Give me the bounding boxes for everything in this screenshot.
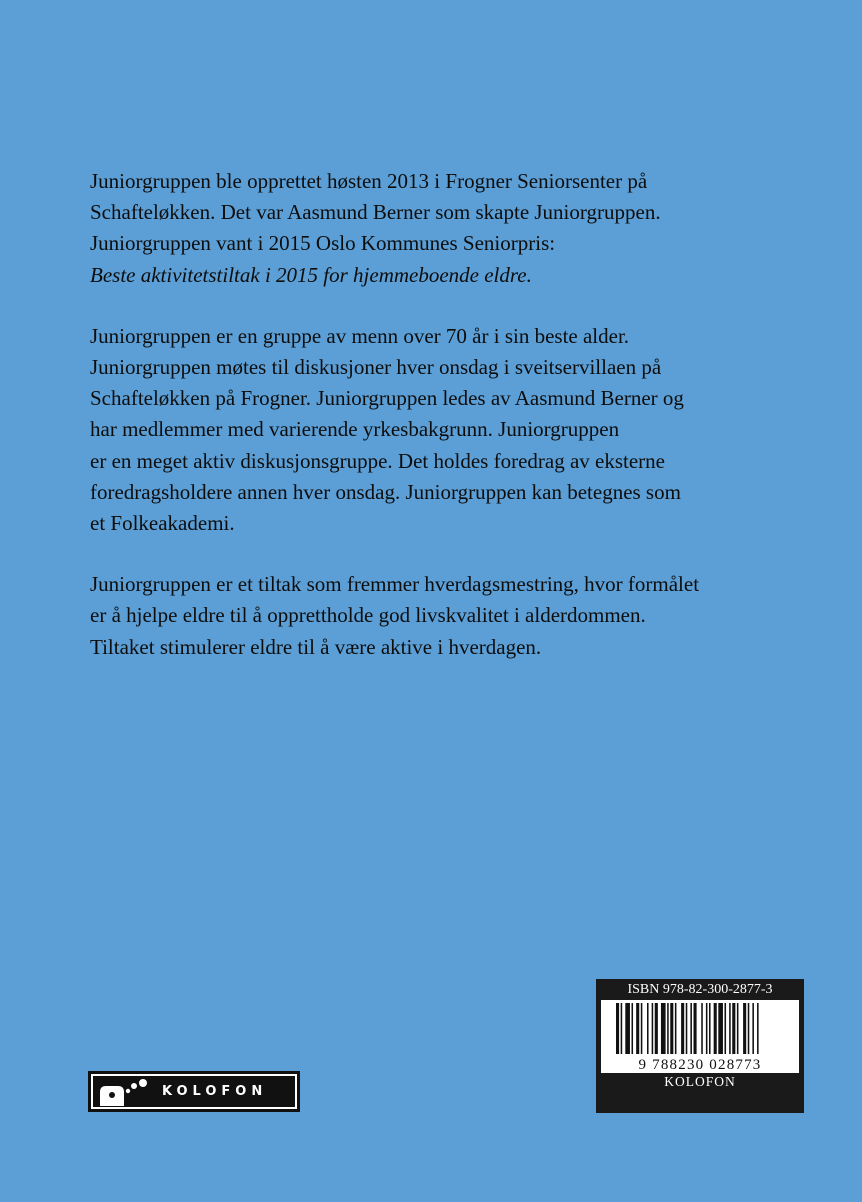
barcode <box>601 1000 799 1073</box>
text-line: foredragsholdere annen hver onsdag. Juniorgruppen kan betegnes som <box>90 479 681 504</box>
award-title: Beste aktivitetstiltak i 2015 for hjemmeboende eldre. <box>90 262 532 287</box>
text-line: Tiltaket stimulerer eldre til å være aktive i hverdagen. <box>90 634 542 659</box>
text-line: Juniorgruppen er et tiltak som fremmer hverdagsmestring, hvor formålet <box>90 572 700 597</box>
isbn-number: ISBN 978-82-300-2877-3 <box>627 982 773 997</box>
barcode-digits: 9 788230 028773 <box>638 1057 762 1073</box>
paragraph-1 <box>90 166 790 291</box>
logo-text: KOLOFON <box>162 1084 268 1099</box>
isbn-box <box>596 979 804 1113</box>
text-line: Juniorgruppen vant i 2015 Oslo Kommunes Seniorpris: <box>90 231 556 256</box>
text-line: Juniorgruppen ble opprettet høsten 2013 i Frogner Seniorsenter på <box>90 169 648 193</box>
text-line: et Folkeakademi. <box>90 511 235 536</box>
text-line: Juniorgruppen er en gruppe av menn over 70 år i sin beste alder. <box>90 323 630 348</box>
text-line: Juniorgruppen møtes til diskusjoner hver onsdag i sveitservillaen på <box>90 355 662 380</box>
back-cover-text <box>90 166 790 693</box>
text-line: er å hjelpe eldre til å opprettholde god livskvalitet i alderdommen. <box>90 603 646 628</box>
text-line: Schafteløkken på Frogner. Juniorgruppen ledes av Aasmund Berner og <box>90 386 684 411</box>
kolofon-logo-icon <box>98 1078 154 1108</box>
kolofon-logo <box>88 1071 300 1112</box>
barcode-graphic <box>601 1000 799 1073</box>
text-line: Schafteløkken. Det var Aasmund Berner som skapte Juniorgruppen. <box>90 200 661 225</box>
paragraph-3 <box>90 569 790 663</box>
paragraph-2 <box>90 321 790 539</box>
publisher-label: KOLOFON <box>664 1074 736 1089</box>
text-line: er en meget aktiv diskusjonsgruppe. Det holdes foredrag av eksterne <box>90 448 665 473</box>
text-line: har medlemmer med varierende yrkesbakgrunn. Juniorgruppen <box>90 417 620 442</box>
